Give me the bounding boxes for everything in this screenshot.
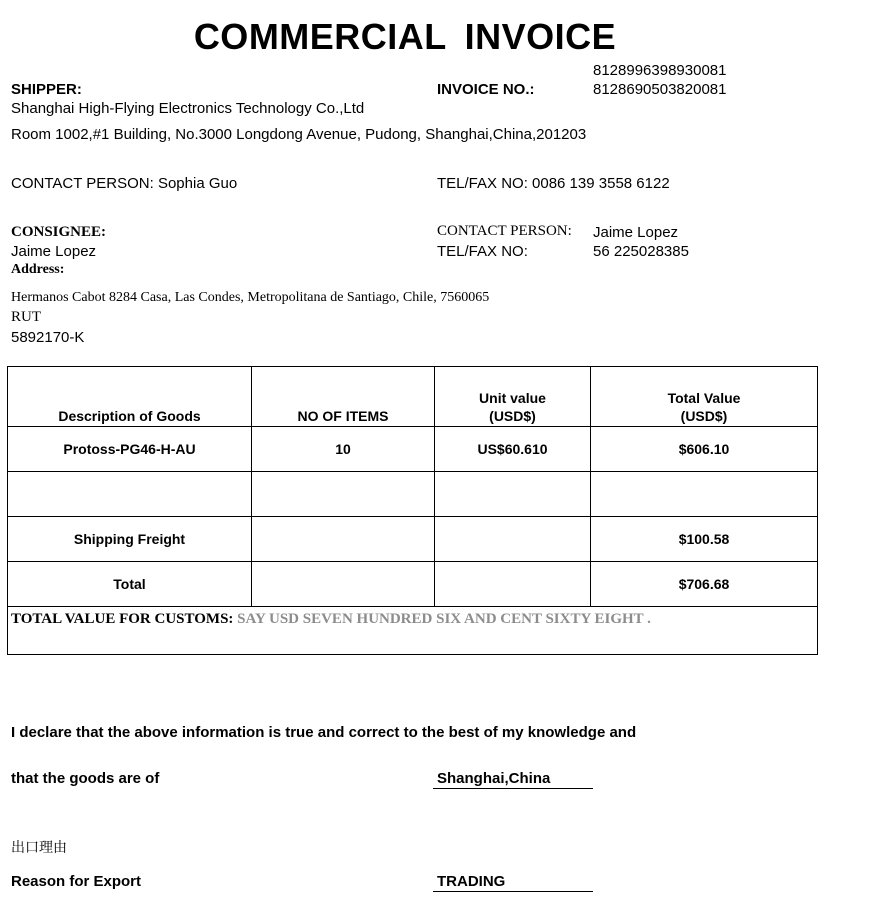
header-unit-line2: (USD$) — [489, 408, 536, 424]
invoice-label: INVOICE NO.: — [437, 81, 535, 98]
cell-description: Shipping Freight — [8, 517, 252, 562]
customs-label: TOTAL VALUE FOR CUSTOMS: — [11, 611, 234, 627]
consignee-address: Hermanos Cabot 8284 Casa, Las Condes, Metropolitana de Santiago, Chile, 7560065 — [11, 290, 490, 305]
header-total-value — [591, 367, 818, 427]
cell-unit — [435, 472, 591, 517]
shipper-company: Shanghai High-Flying Electronics Technology Co.,Ltd — [11, 100, 365, 117]
header-unit-value — [435, 367, 591, 427]
invoice-number-1: 8128996398930081 — [593, 62, 727, 79]
cell-items — [252, 517, 435, 562]
shipper-label: SHIPPER: — [11, 81, 82, 98]
cell-unit — [435, 517, 591, 562]
consignee-telfax-label: TEL/FAX NO: — [437, 243, 528, 260]
header-items: NO OF ITEMS — [252, 367, 435, 427]
cell-total: $706.68 — [591, 562, 818, 607]
invoice-number-2: 8128690503820081 — [593, 81, 727, 98]
origin-value: Shanghai,China — [433, 770, 593, 789]
cell-description: Total — [8, 562, 252, 607]
cell-description — [8, 472, 252, 517]
customs-value: SAY USD SEVEN HUNDRED SIX AND CENT SIXTY EIGHT . — [233, 611, 651, 627]
cell-items — [252, 562, 435, 607]
cell-items — [252, 472, 435, 517]
document-title: COMMERCIAL INVOICE — [193, 16, 617, 57]
consignee-rut-label: RUT — [11, 309, 41, 325]
table-row — [8, 517, 818, 562]
consignee-address-label: Address: — [11, 262, 65, 277]
shipper-telfax: TEL/FAX NO: 0086 139 3558 6122 — [437, 175, 670, 192]
cell-total: $606.10 — [591, 427, 818, 472]
shipper-contact: CONTACT PERSON: Sophia Guo — [11, 175, 238, 192]
consignee-label: CONSIGNEE: — [11, 224, 107, 240]
consignee-contact-label: CONTACT PERSON: — [437, 223, 572, 239]
shipper-address: Room 1002,#1 Building, No.3000 Longdong Avenue, Pudong, Shanghai,China,201203 — [11, 126, 587, 143]
header-description: Description of Goods — [8, 367, 252, 427]
cell-unit: US$60.610 — [435, 427, 591, 472]
cell-unit — [435, 562, 591, 607]
table-row — [8, 562, 818, 607]
consignee-telfax-value: 56 225028385 — [593, 243, 689, 260]
consignee-contact-value: Jaime Lopez — [593, 224, 679, 241]
declaration-line2: that the goods are of — [11, 770, 160, 787]
customs-cell — [8, 607, 818, 655]
table-row — [8, 472, 818, 517]
reason-for-export-label: Reason for Export — [11, 873, 142, 890]
goods-table — [7, 366, 818, 655]
customs-row — [8, 607, 818, 655]
cell-total: $100.58 — [591, 517, 818, 562]
reason-for-export-value: TRADING — [433, 873, 593, 892]
header-total-line2: (USD$) — [680, 408, 728, 424]
cell-total — [591, 472, 818, 517]
table-row — [8, 427, 818, 472]
consignee-name: Jaime Lopez — [11, 243, 97, 260]
header-unit-line1: Unit value — [479, 390, 546, 406]
cell-items: 10 — [252, 427, 435, 472]
chinese-export-reason-label: 出口理由 — [11, 841, 67, 856]
declaration-line1: I declare that the above information is true and correct to the best of my knowledge and — [11, 724, 637, 741]
cell-description: Protoss-PG46-H-AU — [8, 427, 252, 472]
header-total-line1: Total Value — [667, 390, 741, 406]
table-header-row — [8, 367, 818, 427]
consignee-rut: 5892170-K — [11, 329, 85, 346]
